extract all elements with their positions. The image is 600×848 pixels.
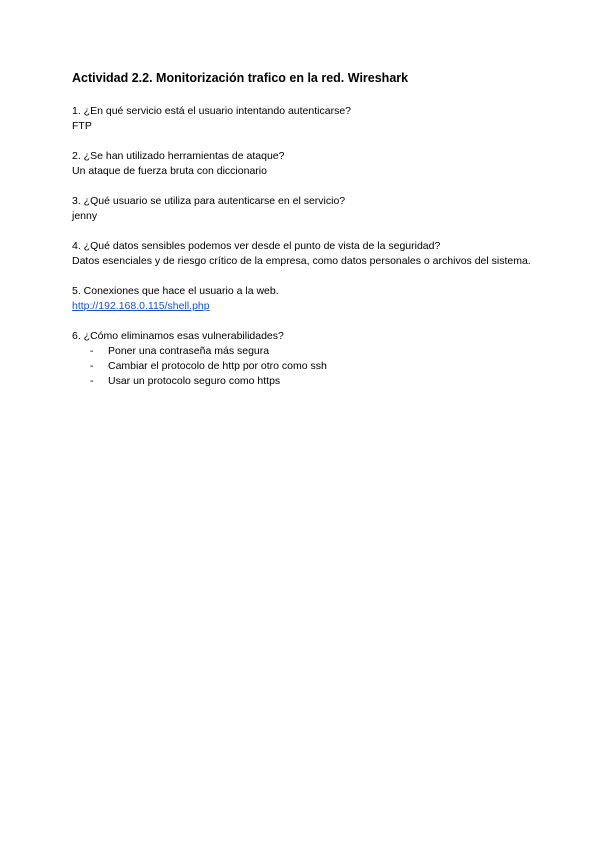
document-body xyxy=(72,70,532,405)
question-block-2 xyxy=(72,149,532,178)
question-block-6 xyxy=(72,329,532,389)
question-2: 2. ¿Se han utilizado herramientas de ataque? xyxy=(72,150,285,162)
list-item-text: Usar un protocolo seguro como https xyxy=(108,374,281,387)
answer-6-list xyxy=(72,344,532,389)
answer-4: Datos esenciales y de riesgo crítico de la empresa, como datos personales o archivos del sistema. xyxy=(72,254,531,267)
question-block-1 xyxy=(72,104,532,133)
dash-bullet: - xyxy=(90,374,94,387)
answer-5 xyxy=(72,299,532,314)
dash-bullet: - xyxy=(90,359,94,372)
question-6: 6. ¿Cómo eliminamos esas vulnerabilidades? xyxy=(72,330,284,342)
document-title: Actividad 2.2. Monitorización trafico en la red. Wireshark xyxy=(72,71,409,85)
question-4: 4. ¿Qué datos sensibles podemos ver desde el punto de vista de la seguridad? xyxy=(72,240,441,252)
dash-bullet: - xyxy=(90,344,94,357)
question-block-4 xyxy=(72,239,532,268)
list-item xyxy=(72,359,532,374)
answer-3: jenny xyxy=(72,209,98,222)
shell-link[interactable]: http://192.168.0.115/shell.php xyxy=(72,299,210,312)
question-1: 1. ¿En qué servicio está el usuario intentando autenticarse? xyxy=(72,105,352,117)
answer-1: FTP xyxy=(72,119,92,132)
list-item-text: Poner una contraseña más segura xyxy=(108,344,270,357)
question-block-3 xyxy=(72,194,532,223)
list-item xyxy=(72,374,532,389)
question-block-5 xyxy=(72,284,532,313)
question-5: 5. Conexiones que hace el usuario a la web. xyxy=(72,285,279,297)
list-item-text: Cambiar el protocolo de http por otro como ssh xyxy=(108,359,327,372)
question-3: 3. ¿Qué usuario se utiliza para autenticarse en el servicio? xyxy=(72,195,346,207)
list-item xyxy=(72,344,532,359)
answer-2: Un ataque de fuerza bruta con diccionario xyxy=(72,164,267,177)
